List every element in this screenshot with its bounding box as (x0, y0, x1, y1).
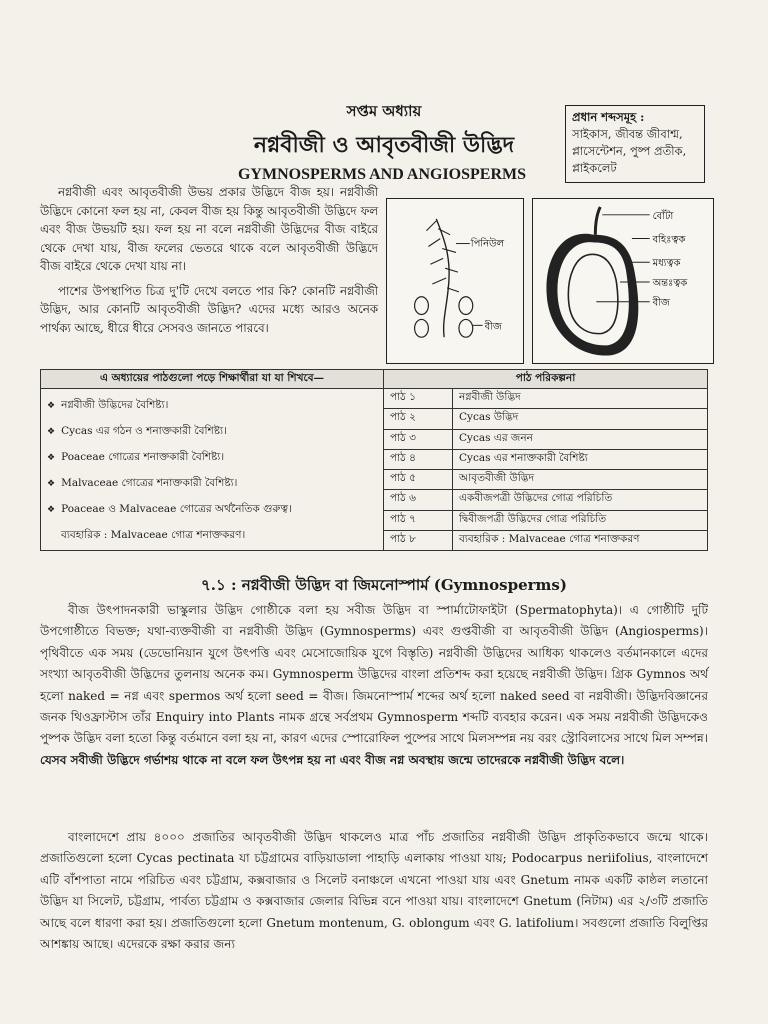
learning-outcome-item: ❖ Malvaceae গোত্রের শনাক্তকারী বৈশিষ্ট্য। (47, 471, 377, 497)
lesson-title: ব্যবহারিক : Malvaceae গোত্র শনাক্তকরণ (453, 530, 708, 550)
learning-outcome-item: ❖ Poaceae গোত্রের শনাক্তকারী বৈশিষ্ট্য। (47, 445, 377, 471)
lesson-number: পাঠ ৬ (384, 490, 453, 510)
seed-label: বীজ (484, 321, 502, 333)
intro-paragraph: নগ্নবীজী এবং আবৃতবীজী উভয় প্রকার উদ্ভিদে বীজ হয়। নগ্নবীজী উদ্ভিদে কোনো ফল হয় না, কেবল বীজ হয় কিন্তু আবৃতবীজী উদ্ভিদে ফল এবং বীজ উভয়টি হয়। ফল হয় না বলে নগ্নবীজী উদ্ভিদের বীজ বাইরে থেকে দেখা যায়, বীজ ফলের ভেতরে থাকে বলে আবৃতবীজী উদ্ভিদে বীজ বাইরে থেকে দেখা যায় না। (40, 185, 378, 273)
stalk-label: বোঁটা (652, 210, 674, 222)
lesson-number: পাঠ ১ (384, 389, 453, 409)
body-text (40, 827, 708, 955)
learning-outcome-item: ❖ নগ্নবীজী উদ্ভিদের বৈশিষ্ট্য। (47, 393, 377, 419)
body-text (40, 600, 708, 771)
pinnule-label: পিনিউল (470, 238, 504, 250)
chapter-title-english: GYMNOSPERMS AND ANGIOSPERMS (237, 166, 527, 183)
lesson-title: আবৃতবীজী উদ্ভিদ (453, 470, 708, 490)
practical-item: ব্যবহারিক : Malvaceae গোত্র শনাক্তকরণ। (61, 528, 246, 541)
chapter-outline-table (40, 369, 708, 551)
lesson-number: পাঠ ৪ (384, 449, 453, 469)
mesocarp-label: মধ্যত্বক (652, 258, 681, 270)
chapter-label: সপ্তম অধ্যায় (346, 102, 422, 120)
lesson-title: নগ্নবীজী উদ্ভিদ (453, 389, 708, 409)
body-paragraph: বাংলাদেশে প্রায় ৪০০০ প্রজাতির আবৃতবীজী উদ্ভিদ থাকলেও মাত্র পাঁচ প্রজাতির নগ্নবীজী উদ্ভিদ প্রাকৃতিকভাবে জন্মে থাকে। প্রজাতিগুলো হলো Cycas pectinata যা চট্টগ্রামের বাড়িয়াডালা পাহাড়ি এলাকায় পাওয়া যায়; Podocarpus neriifolius, বাংলাদেশে এটি বাঁশপাতা নামে পরিচিত এবং চট্টগ্রাম, কক্সবাজার ও সিলেট বনাঞ্চলে এখনো পাওয়া যায় এবং Gnetum নামক একটি কাষ্ঠল লতানো উদ্ভিদ যা সিলেট, চট্টগ্রাম, পার্বত্য চট্টগ্রাম ও কক্সবাজার জেলার বিভিন্ন বনে পাওয়া যায়। বাংলাদেশে Gnetum (নিটাম) এর ২/৩টি প্রজাতি আছে বলে ধারণা করা হয়। প্রজাতিগুলো হলো Gnetum montenum, G. oblongum এবং G. latifolium। সবগুলো প্রজাতি বিলুপ্তির আশঙ্কায় আছে। এদেরকে রক্ষা করার জন্য (40, 830, 708, 952)
learning-outcome-item: ❖ Cycas এর গঠন ও শনাক্তকারী বৈশিষ্ট্য। (47, 419, 377, 445)
keywords-box (565, 105, 705, 183)
seed-label: বীজ (652, 297, 670, 309)
keywords-list: সাইকাস, জীবন্ত জীবাশ্ম, প্লাসেন্টেশন, পুষ্প প্রতীক, প্লাইকলেট (572, 127, 687, 175)
definition-text: যেসব সবীজী উদ্ভিদে গর্ভাশয় থাকে না বলে ফল উৎপন্ন হয় না এবং বীজ নগ্ন অবস্থায় জন্মে তাদেরকে নগ্নবীজী উদ্ভিদ বলে। (40, 752, 625, 767)
learning-outcomes-cell (41, 389, 384, 551)
mango-section-drawing (533, 199, 713, 363)
gymnosperm-figure (386, 198, 524, 364)
chapter-title-bengali: নগ্নবীজী ও আবৃতবীজী উদ্ভিদ (253, 132, 515, 158)
learning-outcomes-header: এ অধ্যায়ের পাঠগুলো পড়ে শিক্ষার্থীরা যা যা শিখবে— (41, 370, 384, 389)
lesson-number: পাঠ ৭ (384, 510, 453, 530)
lesson-title: Cycas এর জনন (453, 429, 708, 449)
intro-text (40, 183, 378, 343)
lesson-title: দ্বিবীজপত্রী উদ্ভিদের গোত্র পরিচিতি (453, 510, 708, 530)
lesson-number: পাঠ ৮ (384, 530, 453, 550)
lesson-plan-header: পাঠ পরিকল্পনা (384, 370, 708, 389)
lesson-title: Cycas উদ্ভিদ (453, 409, 708, 429)
body-paragraph (40, 600, 708, 771)
body-text-run: বীজ উৎপাদনকারী ভাস্কুলার উদ্ভিদ গোষ্ঠীকে বলা হয় সবীজ উদ্ভিদ বা স্পার্মাটোফাইটা (Spermatophyta)। এ গোষ্ঠীটি দুটি উপগোষ্ঠীতে বিভক্ত; যথা-ব্যক্তবীজী বা নগ্নবীজী উদ্ভিদ (Gymnosperms) এবং গুপ্তবীজী বা আবৃতবীজী উদ্ভিদ (Angiosperms)। পৃথিবীতে এক সময় (ডেভোনিয়ান যুগে উৎপত্তি এবং মেসোজোয়িক যুগে বিস্তৃতি) নগ্নবীজী উদ্ভিদের আধিক্য থাকলেও বর্তমানকালে এদের সংখ্যা আবৃতবীজী উদ্ভিদের তুলনায় অনেক কম। Gymnosperm উদ্ভিদের বাংলা প্রতিশব্দ করা হয়েছে নগ্নবীজী উদ্ভিদ। গ্রিক Gymnos অর্থ হলো naked = নগ্ন এবং spermos অর্থ হলো seed = বীজ। জিমনোস্পার্ম শব্দের অর্থ হলো naked seed বা নগ্নবীজী। উদ্ভিদবিজ্ঞানের জনক থিওফ্রাস্টাস তাঁর Enquiry into Plants নামক গ্রন্থে সর্বপ্রথম Gymnosperm শব্দটি ব্যবহার করেন। এক সময় নগ্নবীজী উদ্ভিদকেও পুষ্পক উদ্ভিদ বলা হতো কিন্তু বর্তমানে বলা হয় না, কারণ এদের স্পোরোফিল পুষ্পের সাথে মিলসম্পন্ন নয় বরং স্ট্রোবিলাসের সাথে মিল সম্পন্ন। (40, 603, 708, 746)
angiosperm-figure (532, 198, 714, 364)
epicarp-label: বহিঃত্বক (652, 234, 686, 246)
lesson-title: একবীজপত্রী উদ্ভিদের গোত্র পরিচিতি (453, 490, 708, 510)
endocarp-label: অন্তঃত্বক (652, 277, 688, 289)
lesson-title: Cycas এর শনাক্তকারী বৈশিষ্ট্য (453, 449, 708, 469)
keywords-heading: প্রধান শব্দসমূহ : (572, 110, 645, 124)
lesson-number: পাঠ ৩ (384, 429, 453, 449)
intro-paragraph: পাশের উপস্থাপিত চিত্র দু'টি দেখে বলতে পার কি? কোনটি নগ্নবীজী উদ্ভিদ, আর কোনটি আবৃতবীজী উদ্ভিদ? এদের মধ্যে আরও অনেক পার্থক্য আছে, ধীরে ধীরে সেসবও জানতে পারবে। (40, 283, 378, 335)
lesson-number: পাঠ ২ (384, 409, 453, 429)
learning-outcome-item: ❖ Poaceae ও Malvaceae গোত্রের অর্থনৈতিক গুরুত্ব। (47, 497, 377, 523)
section-heading: ৭.১ : নগ্নবীজী উদ্ভিদ বা জিমনোস্পার্ম (Gymnosperms) (201, 576, 567, 594)
lesson-number: পাঠ ৫ (384, 470, 453, 490)
cycas-megasporophyll-drawing (387, 199, 523, 363)
